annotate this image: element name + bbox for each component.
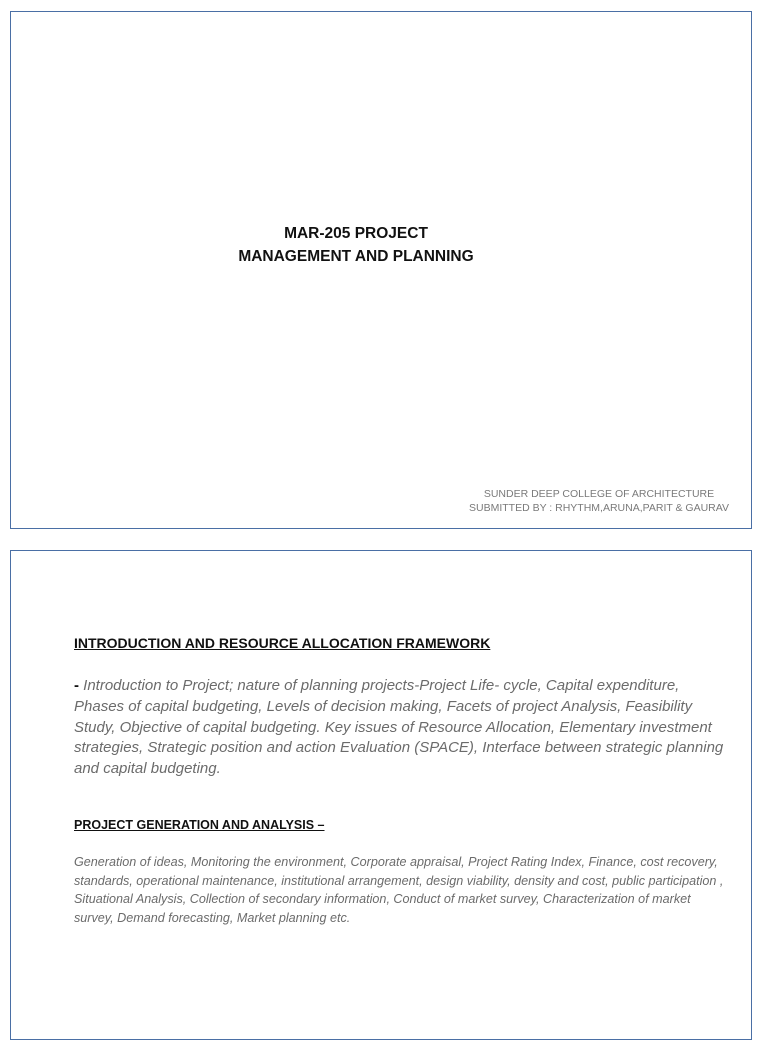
slide-footer	[469, 487, 729, 515]
content-slide	[10, 550, 752, 1040]
college-name: SUNDER DEEP COLLEGE OF ARCHITECTURE	[483, 488, 715, 500]
title-line-2: MANAGEMENT AND PLANNING	[238, 248, 474, 265]
section-body-intro-text: Introduction to Project; nature of planning projects-Project Life- cycle, Capital expenditure, Phases of capital budgeting, Levels of decision making, Facets of project Analysis, Feasibility Study, Objective of capital budgeting. Key issues of Resource Allocation, Elementary investment strategies, Strategic position and action Evaluation (SPACE), Interface between strategic planning and capital budgeting.	[74, 677, 724, 778]
title-line-1: MAR-205 PROJECT	[284, 225, 428, 242]
submitted-by: SUBMITTED BY : RHYTHM,ARUNA,PARIT & GAURAV	[468, 502, 729, 514]
section-body-intro	[74, 676, 724, 780]
slide-title	[11, 222, 701, 268]
title-slide	[10, 11, 752, 529]
section-body-project-generation: Generation of ideas, Monitoring the environment, Corporate appraisal, Project Rating Index, Finance, cost recovery, standards, operational maintenance, institutional arrangement, design viability, density and cost, public participation , Situational Analysis, Collection of secondary information, Conduct of market survey, Characterization of market survey, Demand forecasting, Market planning etc.	[74, 855, 724, 925]
bullet-dash: -	[74, 677, 84, 694]
section-heading-project-generation: PROJECT GENERATION AND ANALYSIS –	[74, 818, 325, 832]
section-heading-intro: INTRODUCTION AND RESOURCE ALLOCATION FRAMEWORK	[74, 635, 491, 651]
